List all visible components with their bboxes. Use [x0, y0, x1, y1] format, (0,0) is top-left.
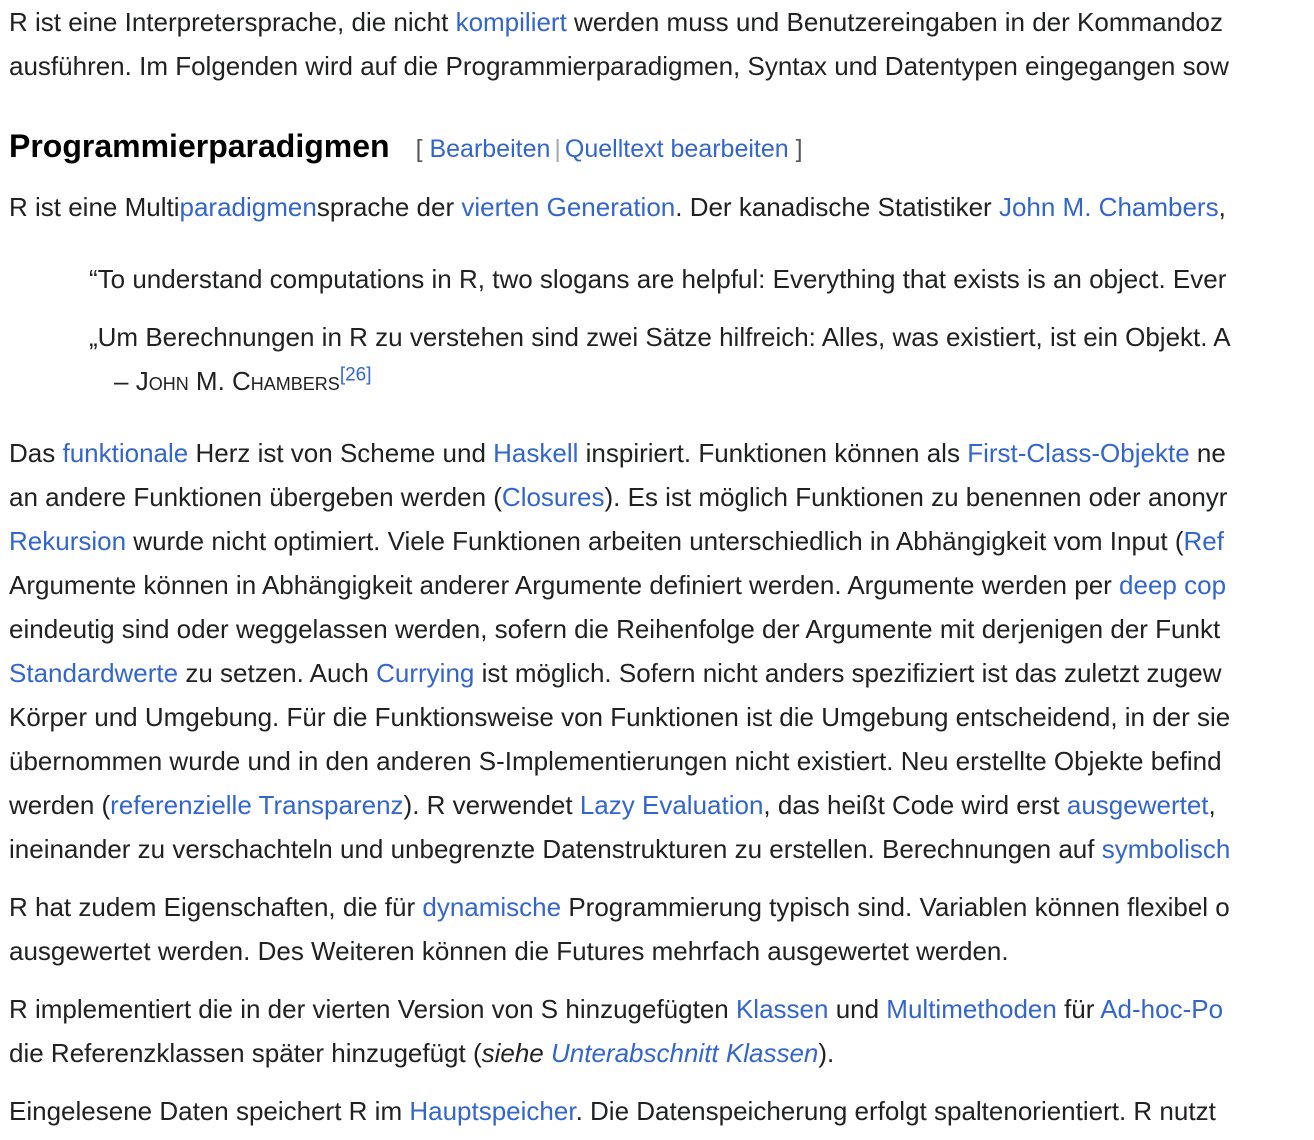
para2-line-7	[9, 695, 1230, 739]
link-klassen[interactable]: Klassen	[735, 994, 829, 1024]
text: ne	[1189, 438, 1226, 468]
edit-section-links	[416, 135, 803, 163]
text: zu setzen. Auch	[178, 658, 377, 688]
text: Programmierung typisch sind. Variablen können flexibel o	[561, 892, 1230, 922]
text: ).	[818, 1038, 835, 1068]
text: ineinander zu verschachteln und unbegrenzte Datenstrukturen zu erstellen. Berechnungen auf	[9, 834, 1102, 864]
para2-line-1	[9, 431, 1226, 475]
link-standardwerte[interactable]: Standardwerte	[9, 658, 179, 688]
text: für	[1056, 994, 1101, 1024]
link-lazy-evaluation[interactable]: Lazy Evaluation	[579, 790, 764, 820]
link-closures[interactable]: Closures	[501, 482, 605, 512]
link-ref[interactable]: Ref	[1183, 526, 1224, 556]
link-john-chambers[interactable]: John M. Chambers	[998, 192, 1219, 222]
link-paradigmen[interactable]: paradigmen	[179, 192, 317, 222]
link-first-class-objekte[interactable]: First-Class-Objekte	[967, 438, 1190, 468]
text: ist möglich. Sofern nicht anders spezifiziert ist das zuletzt zugew	[474, 658, 1222, 688]
para3-line-1	[9, 885, 1230, 929]
link-multimethoden[interactable]: Multimethoden	[886, 994, 1057, 1024]
text-siehe: siehe	[481, 1038, 544, 1068]
author-name: John M. Chambers	[135, 366, 340, 396]
para1-line-1	[9, 185, 1226, 229]
link-hauptspeicher[interactable]: Hauptspeicher	[409, 1096, 576, 1126]
text: R ist eine Interpretersprache, die nicht	[9, 7, 456, 37]
para2-line-6	[9, 651, 1221, 695]
link-ausgewertet[interactable]: ausgewertet	[1066, 790, 1209, 820]
para2-line-9	[9, 783, 1216, 827]
text: werden muss und Benutzereingaben in der Kommandoz	[566, 7, 1223, 37]
text: Eingelesene Daten speichert R im	[9, 1096, 410, 1126]
text: “To understand computations in R, two slogans are helpful: Everything that exists is an object. Ever	[89, 264, 1227, 294]
space	[544, 1038, 551, 1068]
text: ). R verwendet	[403, 790, 580, 820]
text: , das heißt Code wird erst	[763, 790, 1067, 820]
text: R ist eine Multi	[9, 192, 180, 222]
text: „Um Berechnungen in R zu verstehen sind zwei Sätze hilfreich: Alles, was existiert, ist ein Objekt. A	[89, 322, 1231, 352]
text: . Die Datenspeicherung erfolgt spaltenorientiert. R nutzt	[575, 1096, 1216, 1126]
link-rekursion[interactable]: Rekursion	[9, 526, 127, 556]
para2-line-2	[9, 475, 1227, 519]
intro-line-1	[9, 0, 1223, 44]
text: werden (	[9, 790, 111, 820]
text: . Der kanadische Statistiker	[675, 192, 999, 222]
section-heading	[9, 122, 803, 170]
text: übernommen wurde und in den anderen S-Implementierungen nicht existiert. Neu erstellte Objekte befind	[9, 746, 1222, 776]
edit-link[interactable]: Bearbeiten	[429, 135, 551, 163]
link-symbolisch[interactable]: symbolisch	[1101, 834, 1231, 864]
para2-line-3	[9, 519, 1224, 563]
section-title: Programmierparadigmen	[9, 128, 390, 164]
text: ,	[1218, 192, 1226, 222]
text: die Referenzklassen später hinzugefügt (	[9, 1038, 482, 1068]
separator: |	[554, 135, 561, 163]
text: sprache der	[316, 192, 462, 222]
para5-line-1	[9, 1089, 1216, 1133]
link-text[interactable]: Unterabschnitt Klassen	[551, 1038, 819, 1068]
link-deep-copy[interactable]: deep cop	[1119, 570, 1227, 600]
text: eindeutig sind oder weggelassen werden, sofern die Reihenfolge der Argumente mit derjenigen der Funkt	[9, 614, 1221, 644]
link-dynamische[interactable]: dynamische	[422, 892, 562, 922]
text: Körper und Umgebung. Für die Funktionsweise von Funktionen ist die Umgebung entscheidend, in der sie	[9, 702, 1231, 732]
text: –	[114, 366, 136, 396]
text: Herz ist von Scheme und	[188, 438, 494, 468]
quote-german	[89, 315, 1231, 359]
text: R implementiert die in der vierten Version von S hinzugefügten	[9, 994, 736, 1024]
para4-line-1	[9, 987, 1223, 1031]
text: ). Es ist möglich Funktionen zu benennen oder anonyr	[604, 482, 1228, 512]
text: wurde nicht optimiert. Viele Funktionen arbeiten unterschiedlich in Abhängigkeit vom Input (	[126, 526, 1184, 556]
quote-english	[89, 257, 1226, 301]
edit-source-link[interactable]: Quelltext bearbeiten	[564, 135, 789, 163]
intro-line-2	[9, 44, 1229, 88]
link-ad-hoc-polymorphie[interactable]: Ad-hoc-Po	[1100, 994, 1224, 1024]
link-kompiliert[interactable]: kompiliert	[455, 7, 567, 37]
para4-line-2	[9, 1031, 834, 1075]
text: und	[828, 994, 887, 1024]
text: Argumente können in Abhängigkeit anderer Argumente definiert werden. Argumente werden per	[9, 570, 1120, 600]
text: an andere Funktionen übergeben werden (	[9, 482, 502, 512]
text: ,	[1208, 790, 1216, 820]
link-vierten-generation[interactable]: vierten Generation	[461, 192, 676, 222]
link-funktionale[interactable]: funktionale	[62, 438, 189, 468]
link-referenzielle-transparenz[interactable]: referenzielle Transparenz	[110, 790, 404, 820]
link-unterabschnitt-klassen[interactable]	[551, 1038, 818, 1068]
reference-link[interactable]: [26]	[339, 364, 372, 386]
text: Das	[9, 438, 63, 468]
link-currying[interactable]: Currying	[376, 658, 475, 688]
para2-line-5	[9, 607, 1220, 651]
bracket-open: [	[415, 135, 423, 163]
text: ausgewertet werden. Des Weiteren können die Futures mehrfach ausgewertet werden.	[9, 936, 1009, 966]
para2-line-10	[9, 827, 1230, 871]
text: R hat zudem Eigenschaften, die für	[9, 892, 423, 922]
para3-line-2	[9, 929, 1009, 973]
para2-line-8	[9, 739, 1222, 783]
text: ausführen. Im Folgenden wird auf die Programmierparadigmen, Syntax und Datentypen eingegangen sow	[9, 51, 1229, 81]
bracket-close: ]	[795, 135, 803, 163]
text: inspiriert. Funktionen können als	[578, 438, 968, 468]
link-haskell[interactable]: Haskell	[493, 438, 579, 468]
quote-attribution	[114, 359, 372, 403]
para2-line-4	[9, 563, 1226, 607]
